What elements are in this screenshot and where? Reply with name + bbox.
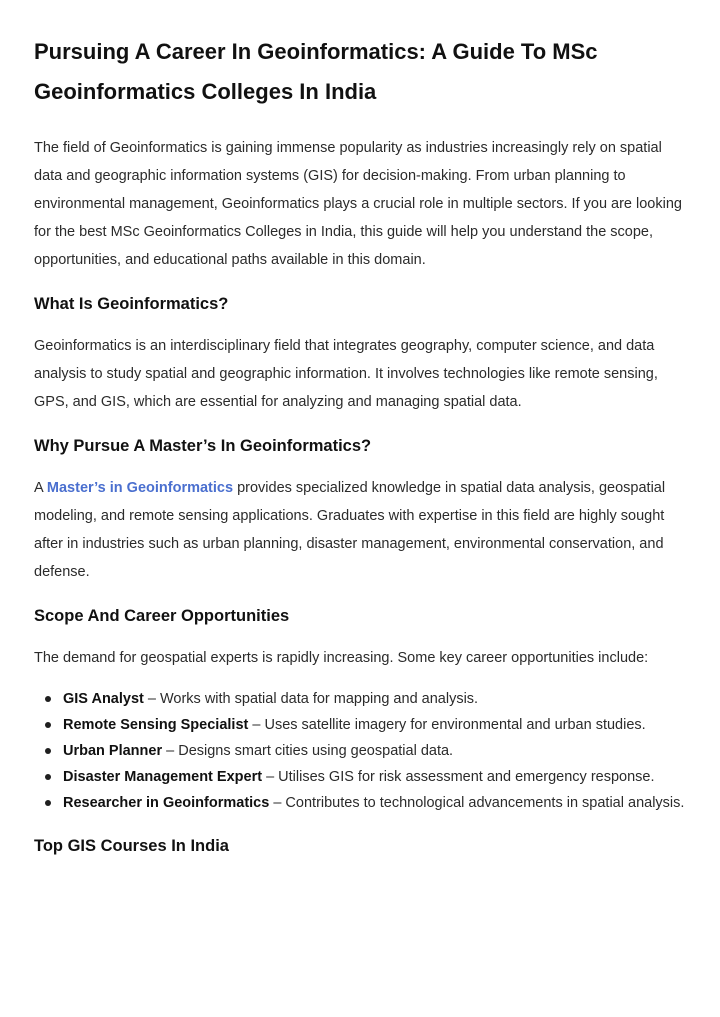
section-heading-why-masters: Why Pursue A Master’s In Geoinformatics? (34, 437, 372, 455)
career-role: Urban Planner (63, 743, 163, 759)
list-item (34, 686, 686, 712)
section-heading-scope: Scope And Career Opportunities (34, 607, 290, 625)
body-suffix: provides specialized knowledge in spatial data analysis, geospatial modeling, and remote sensing applications. Graduates with expertise in this field are highly sought after in industries such as urban planning, disaster management, environmental conservation, and defense. (34, 480, 666, 580)
career-role: Remote Sensing Specialist (63, 717, 249, 733)
list-item (34, 712, 686, 738)
page-title: Pursuing A Career In Geoinformatics: A Guide To MSc Geoinformatics Colleges In India (34, 39, 598, 104)
career-role: GIS Analyst (63, 691, 144, 707)
career-description: – Designs smart cities using geospatial data. (166, 743, 454, 759)
section-body-why-masters (34, 474, 686, 586)
career-role: Disaster Management Expert (63, 769, 263, 785)
bullet-dot-icon (45, 800, 51, 806)
career-role: Researcher in Geoinformatics (63, 795, 270, 811)
list-item (34, 790, 686, 816)
career-description: – Uses satellite imagery for environmental and urban studies. (252, 717, 646, 733)
masters-geoinformatics-link[interactable]: Master’s in Geoinformatics (46, 480, 234, 496)
career-description: – Works with spatial data for mapping and analysis. (147, 691, 479, 707)
career-list (34, 686, 686, 816)
list-item (34, 764, 686, 790)
section-heading-what-is: What Is Geoinformatics? (34, 295, 229, 313)
section-heading-top-gis-courses: Top GIS Courses In India (34, 837, 229, 855)
bullet-dot-icon (45, 696, 51, 702)
section-body-what-is: Geoinformatics is an interdisciplinary field that integrates geography, computer science, and data analysis to study spatial and geographic information. It involves technologies like remote sensing, GPS, and GIS, which are essential for analyzing and managing spatial data. (34, 338, 658, 410)
body-prefix: A (34, 480, 43, 496)
intro-paragraph: The field of Geoinformatics is gaining immense popularity as industries increasingly rely on spatial data and geographic information systems (GIS) for decision-making. From urban planning to environmental management, Geoinformatics plays a crucial role in multiple sectors. If you are looking for the best MSc Geoinformatics Colleges in India, this guide will help you understand the scope, opportunities, and educational paths available in this domain. (34, 140, 682, 268)
bullet-dot-icon (45, 774, 51, 780)
career-description: – Contributes to technological advancements in spatial analysis. (273, 795, 685, 811)
bullet-dot-icon (45, 722, 51, 728)
section-body-scope: The demand for geospatial experts is rapidly increasing. Some key career opportunities include: (34, 650, 649, 666)
career-description: – Utilises GIS for risk assessment and emergency response. (266, 769, 655, 785)
list-item (34, 738, 686, 764)
bullet-dot-icon (45, 748, 51, 754)
